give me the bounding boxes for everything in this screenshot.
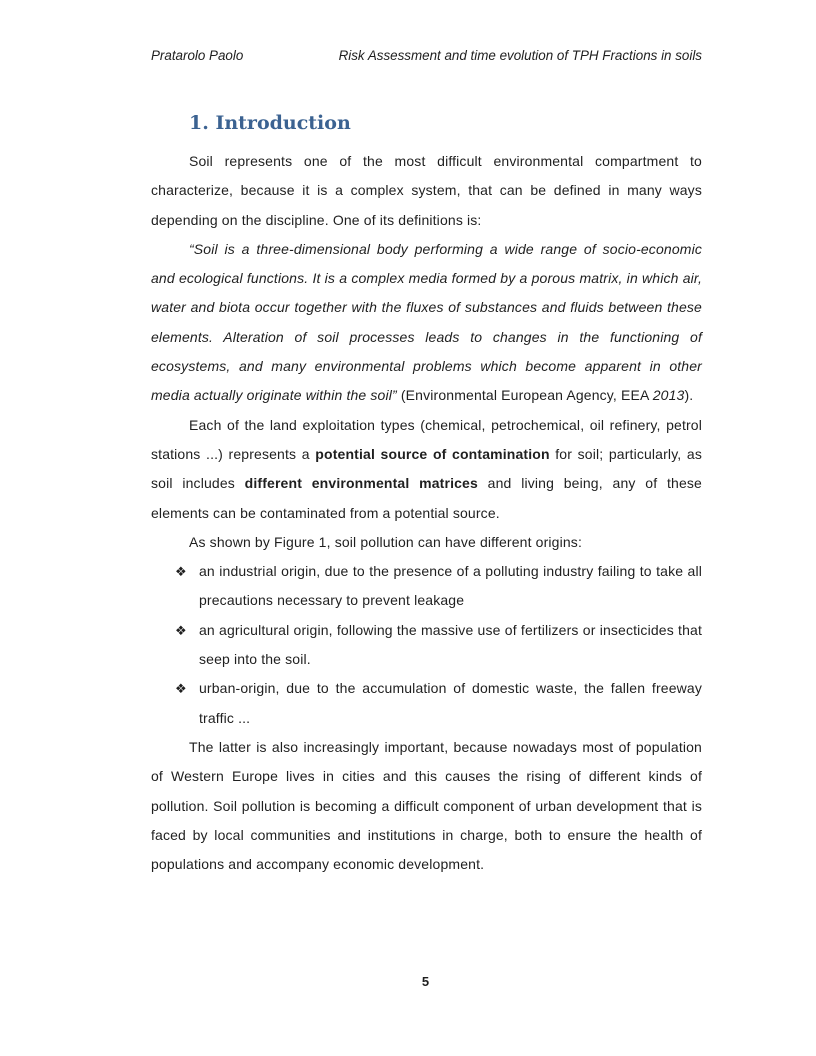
header-title: Risk Assessment and time evolution of TPH Fractions in soils — [338, 48, 702, 63]
list-item-text: urban-origin, due to the accumulation of domestic waste, the fallen freeway traffic ... — [199, 680, 702, 726]
list-item-text: an agricultural origin, following the massive use of fertilizers or insecticides that seep into the soil. — [199, 621, 702, 668]
origins-list — [151, 557, 702, 733]
paragraph-definition-intro: Soil represents one of the most difficult environmental compartment to characterize, because it is a complex system, that can be defined in many ways depending on the discipline. One of its definitions is: — [151, 153, 702, 228]
quote-source: (Environmental European Agency, EEA — [396, 387, 653, 404]
diamond-bullet-icon: ❖ — [175, 622, 187, 638]
section-title: 1. Introduction — [189, 112, 351, 134]
list-item — [151, 674, 702, 733]
quote-text: “Soil is a three-dimensional body performing a wide range of socio-economic and ecological functions. It is a complex media formed by a porous matrix, in which air, water and biota occur together with the fluxes of substances and fluids between these elements. Alteration of soil processes leads to changes in the functioning of ecosystems, and many environmental problems which become apparent in other media actually originate within the soil” — [151, 240, 702, 404]
text-run: Each of the land exploitation types (chemical, petrochemical, oil refinery, petrol stations ...) represents a — [151, 416, 702, 462]
header-author: Pratarolo Paolo — [151, 48, 244, 63]
paragraph-land-exploitation — [151, 411, 702, 528]
text-run: for soil; particularly, as soil includes — [151, 445, 703, 492]
diamond-bullet-icon: ❖ — [175, 681, 187, 697]
diamond-bullet-icon: ❖ — [175, 564, 187, 580]
list-item — [151, 616, 702, 675]
paragraph-quote — [151, 235, 702, 411]
quote-close: ). — [684, 387, 694, 404]
paragraph-urban-pollution: The latter is also increasingly important, because nowadays most of population of Western Europe lives in cities and this causes the rising of different kinds of pollution. Soil pollution is becoming a difficult component of urban development that is faced by local communities and institutions in charge, both to ensure the health of populations and accompany economic development. — [151, 738, 702, 873]
page-number: 5 — [421, 974, 430, 989]
list-item — [151, 557, 702, 616]
paragraph-origins-intro: As shown by Figure 1, soil pollution can have different origins: — [189, 533, 582, 550]
list-item-text: an industrial origin, due to the presence of a polluting industry failing to take all precautions necessary to prevent leakage — [199, 563, 702, 609]
quote-year: 2013 — [652, 387, 685, 404]
bold-phrase-matrices: different environmental matrices — [244, 475, 478, 492]
text-run: and living being, any of these elements can be contaminated from a potential source. — [151, 475, 702, 521]
body-text — [151, 147, 702, 879]
bold-phrase-contamination: potential source of contamination — [315, 445, 550, 462]
